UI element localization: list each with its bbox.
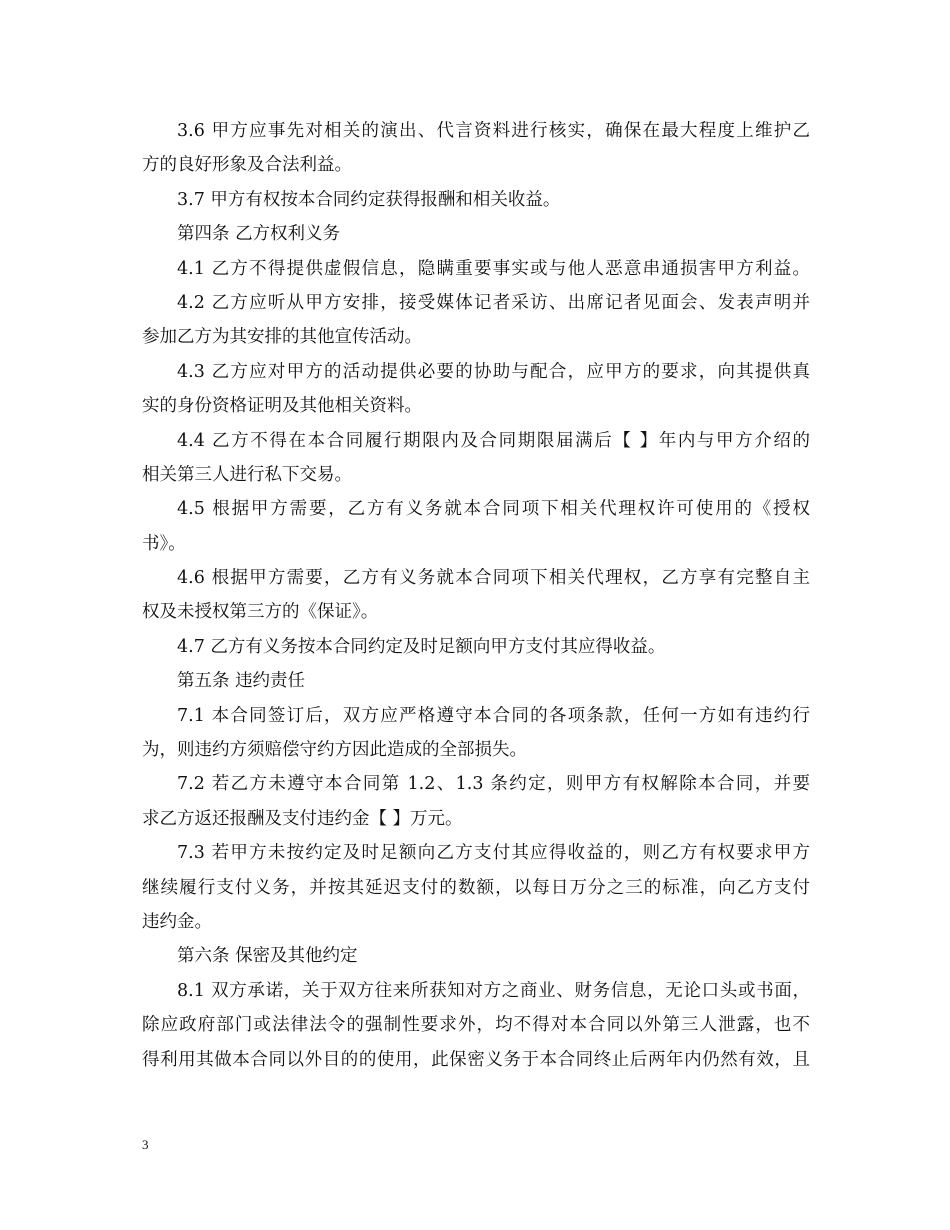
document-body	[142, 114, 810, 1077]
document-line: 4.2 乙方应听从甲方安排，接受媒体记者采访、出席记者见面会、发表声明并	[177, 292, 810, 313]
document-line: 4.3 乙方应对甲方的活动提供必要的协助与配合，应甲方的要求，向其提供真	[177, 361, 810, 382]
document-line: 得利用其做本合同以外目的的使用，此保密义务于本合同终止后两年内仍然有效，且	[142, 1049, 810, 1070]
document-line: 第四条 乙方权利义务	[177, 224, 341, 245]
page-number: 3	[142, 1137, 149, 1152]
document-line: 8.1 双方承诺，关于双方往来所获知对方之商业、财务信息，无论口头或书面，	[177, 980, 810, 1001]
document-line: 4.7 乙方有义务按本合同约定及时足额向甲方支付其应得收益。	[177, 636, 666, 657]
document-line: 违约金。	[142, 911, 212, 932]
document-line: 4.5 根据甲方需要，乙方有义务就本合同项下相关代理权许可使用的《授权	[177, 499, 810, 520]
document-line: 3.6 甲方应事先对相关的演出、代言资料进行核实，确保在最大程度上维护乙	[177, 121, 810, 141]
document-line: 相关第三人进行私下交易。	[142, 464, 352, 485]
document-line: 书》。	[142, 533, 186, 554]
document-line: 7.1 本合同签订后，双方应严格遵守本合同的各项条款，任何一方如有违约行	[177, 705, 810, 726]
document-line: 第五条 违约责任	[177, 671, 306, 692]
document-line: 为，则违约方须赔偿守约方因此造成的全部损失。	[142, 740, 527, 761]
document-line: 4.4 乙方不得在本合同履行期限内及合同期限届满后【 】年内与甲方介绍的	[177, 430, 810, 451]
document-line: 方的良好形象及合法利益。	[142, 155, 352, 176]
document-line: 7.3 若甲方未按约定及时足额向乙方支付其应得收益的，则乙方有权要求甲方	[177, 843, 810, 864]
document-line: 求乙方返还报酬及支付违约金【 】万元。	[142, 808, 463, 829]
document-line: 除应政府部门或法律法令的强制性要求外，均不得对本合同以外第三人泄露，也不	[142, 1015, 810, 1036]
document-line: 3.7 甲方有权按本合同约定获得报酬和相关收益。	[177, 189, 561, 210]
document-line: 参加乙方为其安排的其他宣传活动。	[142, 327, 422, 348]
document-line: 第六条 保密及其他约定	[177, 946, 358, 967]
document-line: 继续履行支付义务，并按其延迟支付的数额，以每日万分之三的标准，向乙方支付	[142, 877, 810, 898]
document-line: 实的身份资格证明及其他相关资料。	[142, 396, 422, 417]
document-line: 4.1 乙方不得提供虚假信息，隐瞒重要事实或与他人恶意串通损害甲方利益。	[177, 258, 810, 279]
document-line: 4.6 根据甲方需要，乙方有义务就本合同项下相关代理权，乙方享有完整自主	[177, 568, 810, 589]
document-line: 7.2 若乙方未遵守本合同第 1.2、1.3 条约定，则甲方有权解除本合同，并要	[177, 774, 810, 795]
document-line: 权及未授权第三方的《保证》。	[142, 602, 379, 623]
